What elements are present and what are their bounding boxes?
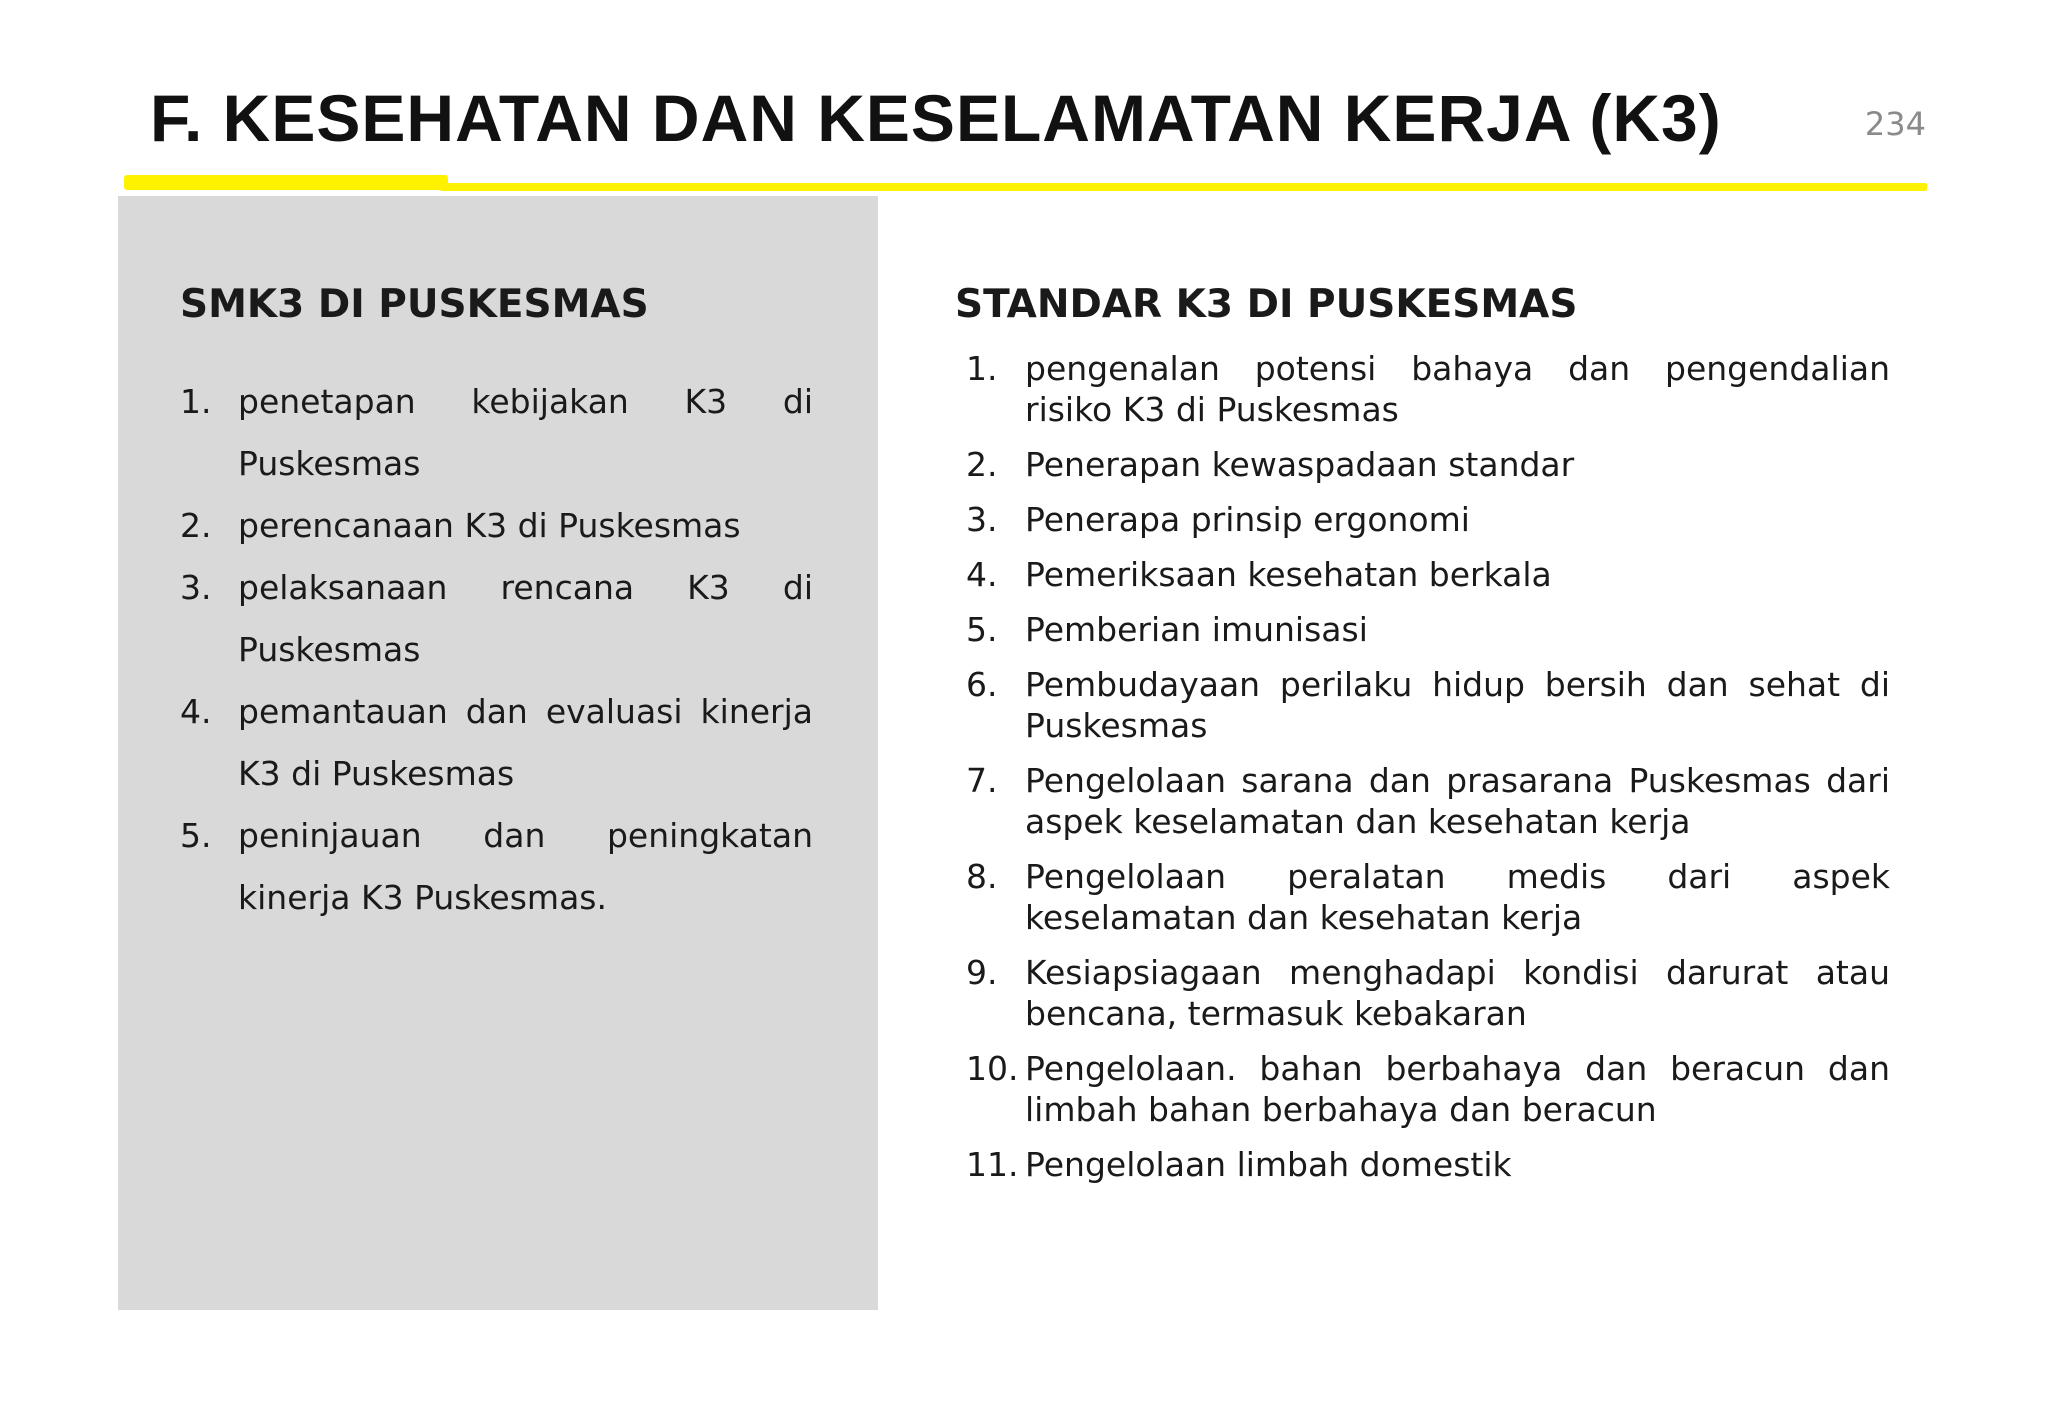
list-item-number: 11. — [966, 1145, 1019, 1184]
list-item-text: Pengelolaan peralatan medis dari aspek keselamatan dan kesehatan kerja — [1025, 857, 1890, 937]
list-item-text: Kesiapsiagaan menghadapi kondisi darurat atau bencana, termasuk kebakaran — [1025, 953, 1890, 1033]
list-item-text: pemantauan dan evaluasi kinerja K3 di Puskesmas — [238, 692, 813, 793]
page-number: 234 — [1864, 105, 1926, 143]
title-underline — [440, 183, 1927, 191]
list-item-number: 5. — [180, 816, 212, 855]
list-item-text: Pemberian imunisasi — [1025, 610, 1368, 649]
slide-title: F. KESEHATAN DAN KESELAMATAN KERJA (K3) — [150, 81, 1722, 155]
list-item — [966, 664, 1890, 746]
list-item — [966, 444, 1890, 485]
list-item-text: Penerapan kewaspadaan standar — [1025, 445, 1575, 484]
list-item-number: 2. — [966, 445, 998, 484]
list-item-number: 2. — [180, 506, 212, 545]
list-item-number: 6. — [966, 665, 998, 704]
list-item-text: Pengelolaan limbah domestik — [1025, 1145, 1512, 1184]
list-item-text: Pembudayaan perilaku hidup bersih dan sehat di Puskesmas — [1025, 665, 1890, 745]
list-item — [180, 805, 813, 929]
list-item-text: peninjauan dan peningkatan kinerja K3 Puskesmas. — [238, 816, 813, 917]
list-item-number: 3. — [966, 500, 998, 539]
list-item-text: Penerapa prinsip ergonomi — [1025, 500, 1470, 539]
standar-k3-list — [966, 348, 1890, 1199]
smk3-list — [180, 371, 813, 929]
list-item-text: Pengelolaan. bahan berbahaya dan beracun dan limbah bahan berbahaya dan beracun — [1025, 1049, 1890, 1129]
list-item — [966, 348, 1890, 430]
title-underline-accent — [124, 175, 448, 190]
smk3-heading: SMK3 DI PUSKESMAS — [180, 282, 649, 327]
list-item-number: 4. — [966, 555, 998, 594]
list-item — [180, 681, 813, 805]
list-item-text: Pengelolaan sarana dan prasarana Puskesmas dari aspek keselamatan dan kesehatan kerja — [1025, 761, 1890, 841]
list-item-number: 4. — [180, 692, 212, 731]
list-item-number: 1. — [966, 349, 998, 388]
list-item — [180, 495, 813, 557]
list-item-number: 1. — [180, 382, 212, 421]
list-item — [180, 371, 813, 495]
list-item — [966, 952, 1890, 1034]
standar-k3-heading: STANDAR K3 DI PUSKESMAS — [955, 282, 1578, 327]
list-item-number: 3. — [180, 568, 212, 607]
list-item-text: Pemeriksaan kesehatan berkala — [1025, 555, 1552, 594]
list-item — [966, 856, 1890, 938]
list-item — [966, 760, 1890, 842]
list-item — [966, 1048, 1890, 1130]
list-item — [966, 1144, 1890, 1185]
list-item-text: penetapan kebijakan K3 di Puskesmas — [238, 382, 813, 483]
list-item-text: pengenalan potensi bahaya dan pengendalian risiko K3 di Puskesmas — [1025, 349, 1890, 429]
list-item-number: 5. — [966, 610, 998, 649]
list-item-text: pelaksanaan rencana K3 di Puskesmas — [238, 568, 813, 669]
list-item-number: 10. — [966, 1049, 1019, 1088]
list-item — [180, 557, 813, 681]
list-item — [966, 554, 1890, 595]
list-item-number: 7. — [966, 761, 998, 800]
list-item-number: 9. — [966, 953, 998, 992]
list-item — [966, 499, 1890, 540]
list-item-number: 8. — [966, 857, 998, 896]
list-item-text: perencanaan K3 di Puskesmas — [238, 506, 741, 545]
list-item — [966, 609, 1890, 650]
